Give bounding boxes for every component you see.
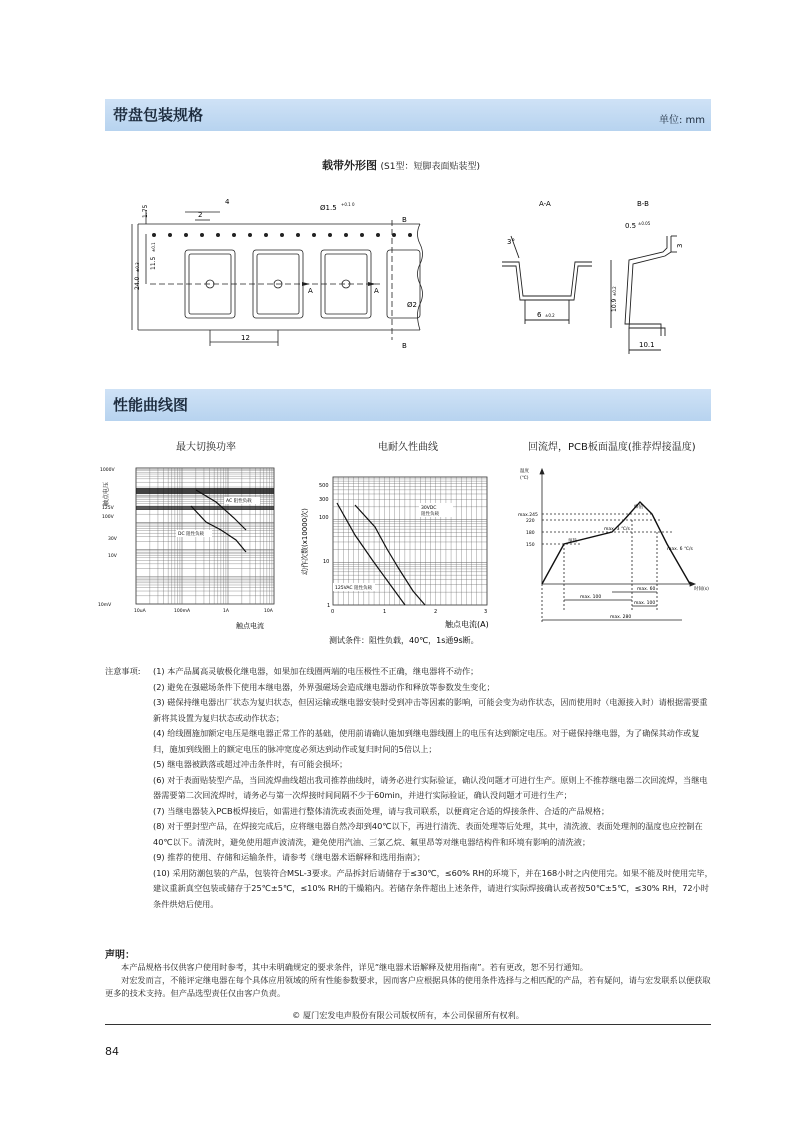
en-xlabel: 触点电流(A)	[445, 620, 489, 629]
section-a-right: A	[374, 287, 379, 295]
carrier-tape-drawing	[130, 190, 430, 350]
sw-tick-10a: 10A	[264, 609, 273, 614]
en-30vdc-label: 30VDC	[421, 506, 437, 511]
sw-tick-1a: 1A	[223, 609, 229, 614]
sw-ac-label: AC 阻性负载	[226, 499, 252, 504]
dim-12: 12	[241, 334, 250, 342]
section-bb-drawing	[605, 196, 715, 361]
bb-thick: 0.5	[625, 222, 637, 230]
rf-ylabel-1: 温度	[520, 469, 529, 474]
tape-title-sub: (S1型：短脚表面贴装型)	[380, 162, 480, 172]
rf-profile-line	[542, 502, 690, 584]
rf-tick-220: 220	[526, 519, 535, 524]
sw-dc-label: DC 阻性负载	[178, 532, 205, 537]
dim-hole-tol: +0.1 0	[341, 202, 355, 207]
dim-11-5-tol: ±0.1	[151, 242, 156, 252]
copyright: © 厦门宏发电声股份有限公司版权所有，本公司保留所有权利。	[292, 1010, 524, 1020]
rf-max100-b: max. 100	[634, 601, 656, 606]
bb-title: B-B	[637, 200, 649, 208]
sw-tick-30v: 30V	[108, 537, 117, 542]
en-125vac-label: 125VAC 阻性负载	[335, 586, 372, 591]
en-ylabel: 动作次数(x10000次)	[301, 508, 309, 575]
section-title: 性能曲线图	[113, 396, 189, 414]
aa-title: A-A	[539, 200, 551, 208]
sw-tick-100ma: 100mA	[174, 609, 191, 614]
en-test-condition: 测试条件：阻性负载，40℃，1s通9s断。	[329, 636, 479, 645]
en-tick-x2: 2	[434, 609, 438, 615]
bb-10-1: 10.1	[639, 341, 655, 349]
rf-tick-180: 180	[526, 531, 535, 536]
bb-3: 3	[676, 243, 684, 248]
reflow-chart	[512, 462, 717, 632]
dim-d2: Ø2	[407, 301, 417, 309]
notes-block	[105, 664, 715, 912]
note-item: (6) 对于表面贴装型产品，当回流焊曲线超出我司推荐曲线时，请务必进行实际验证，确认没问题才可进行生产。原则上不推荐继电器二次回流焊，当继电器需要第二次回流焊时，请务必与第一次焊接时间间隔不少于60min，并进行实际验证，确认没问题才可进行生产；	[153, 774, 708, 800]
unit-label: 单位: mm	[658, 115, 705, 126]
bb-10-9-tol: ±0.2	[612, 286, 617, 296]
sw-tick-10mv: 10mV	[98, 603, 112, 608]
sw-tick-100v: 100V	[102, 515, 114, 520]
aa-width: 6	[537, 311, 542, 319]
rf-6cs: max. 6 ℃/s	[667, 547, 693, 552]
sw-tick-125v: 125V	[102, 506, 114, 511]
note-item: (9) 推荐的使用、存储和运输条件，请参考《继电器术语解释和选用指南》；	[153, 852, 426, 862]
note-item: (5) 继电器被跌落或超过冲击条件时，有可能会损坏；	[153, 759, 348, 769]
rf-tick-150: 150	[526, 543, 535, 548]
en-tick-300: 300	[319, 497, 329, 503]
rf-max60: max. 60	[637, 587, 656, 592]
notes-heading: 注意事项:	[105, 666, 141, 676]
en-tick-500: 500	[319, 483, 329, 489]
section-header-curves	[105, 389, 711, 421]
en-tick-100: 100	[319, 515, 329, 521]
dim-11-5: 11.5	[150, 256, 157, 270]
declaration-p2: 对宏发而言，不能评定继电器在每个具体应用领域的所有性能参数要求，因而客户应根据具体的使用条件选择与之相匹配的产品，若有疑问，请与宏发联系以便获取更多的技术支持。但产品选型责任仅由客户负责。	[105, 975, 711, 998]
dim-hole: Ø1.5	[320, 204, 337, 212]
en-30vdc-label-b: 阻性负载	[421, 512, 439, 517]
rf-3cs: max. 3 ℃/s	[604, 527, 630, 532]
sw-ylabel: 触点电压	[103, 481, 110, 506]
note-item: (10) 采用防潮包装的产品，包装符合MSL-3要求。产品拆封后请储存于≤30℃，≤60% RH的环境下，并在168小时之内使用完。如果不能及时使用完毕，建议重新真空包装或储存于25℃±5℃，≤10% RH的干燥箱内。若储存条件超出上述条件，请进行实际焊接确认或者按50℃±5℃，≤30% RH，72小时条件烘焙后使用。	[153, 867, 713, 909]
en-tick-10: 10	[323, 559, 330, 565]
en-tick-x0: 0	[331, 609, 335, 615]
declaration-p1: 本产品规格书仅供客户使用时参考，其中未明确规定的要求条件，详见“继电器术语解释及使用指南”。若有更改，恕不另行通知。	[121, 962, 588, 972]
note-item: (7) 当继电器装入PCB板焊接后，如需进行整体清洗或表面处理，请与我司联系，以便商定合适的焊接条件、合适的产品规格；	[153, 805, 610, 816]
dim-1-75: 1.75	[142, 204, 149, 218]
rf-ylabel-2: (℃)	[520, 476, 529, 481]
rf-max280: max. 280	[610, 615, 632, 620]
tape-title	[322, 157, 480, 173]
dim-4: 4	[225, 198, 230, 206]
sw-tick-10v: 10V	[108, 554, 117, 559]
bb-thick-tol: ±0.05	[638, 221, 651, 226]
note-item: (2) 避免在强磁场条件下使用本继电器，外界强磁场会造成继电器动作和释放等参数发生变化；	[153, 681, 495, 692]
tape-title-main: 载带外形图	[322, 159, 377, 172]
page-number: 84	[105, 1045, 119, 1058]
sw-tick-1000v: 1000V	[100, 468, 115, 473]
endurance-chart	[295, 465, 505, 650]
en-tick-x3: 3	[484, 609, 488, 615]
dim-24-0-tol: ±0.3	[135, 262, 140, 272]
section-b-top: B	[402, 216, 407, 224]
note-item: (3) 磁保持继电器出厂状态为复归状态，但因运输或继电器安装时受到冲击等因素的影响，可能会变为动作状态，因而使用时（电源接入时）请根据需要重新将其设置为复归状态或动作状态；	[153, 697, 708, 723]
note-item: (8) 对于塑封型产品，在焊接完成后，应将继电器自然冷却到40℃以下，再进行清洗、表面处理等后处理，其中，清洗液、表面处理剂的温度也应控制在40℃以下。清洗时，避免使用超声波清洗，避免使用汽油、三氯乙烷、氟里昂等对继电器结构件和环境有影响的清洗液；	[153, 821, 703, 847]
sw-xlabel: 触点电流	[236, 622, 264, 630]
rf-preheat: 预热	[568, 539, 577, 544]
section-a-left: A	[308, 287, 313, 295]
rf-max100-a: max. 100	[580, 595, 602, 600]
switching-power-chart	[96, 460, 286, 635]
section-title: 带盘包装规格	[113, 106, 204, 124]
section-b-bottom: B	[402, 342, 407, 350]
note-item: (4) 给线圈施加额定电压是继电器正常工作的基础，使用前请确认施加到继电器线圈上的电压有达到额定电压。对于磁保持继电器，为了确保其动作或复归，施加到线圈上的额定电压的脉冲宽度必须达到动作或复归时间的5倍以上；	[153, 728, 700, 754]
note-item: (1) 本产品属高灵敏极化继电器，如果加在线圈两端的电压极性不正确，继电器将不动作；	[153, 666, 479, 676]
chart-title-switching: 最大切换功率	[176, 442, 236, 453]
dim-24-0: 24.0	[134, 276, 141, 290]
section-aa-drawing	[497, 196, 597, 336]
rf-tick-245: max.245	[518, 513, 538, 518]
en-tick-x1: 1	[383, 609, 387, 615]
sw-tick-10ua: 10uA	[134, 609, 146, 614]
notes-row	[105, 664, 715, 912]
footer-divider	[105, 1024, 711, 1025]
rf-time: 时间(s)	[694, 587, 709, 592]
declaration-title: 声明：	[105, 950, 135, 961]
aa-width-tol: ±0.2	[545, 313, 555, 318]
rf-peak: 峰值	[634, 505, 643, 510]
notes-list	[153, 664, 715, 912]
aa-angle: 3°	[507, 238, 515, 246]
bb-10-9: 10.9	[611, 298, 618, 312]
dim-2: 2	[198, 211, 203, 219]
chart-title-reflow: 回流焊，PCB板面温度(推荐焊接温度)	[528, 442, 696, 453]
chart-title-endurance: 电耐久性曲线	[378, 442, 438, 453]
en-tick-1: 1	[327, 603, 331, 609]
declaration-text	[105, 961, 715, 1000]
section-header-packaging	[105, 99, 711, 131]
